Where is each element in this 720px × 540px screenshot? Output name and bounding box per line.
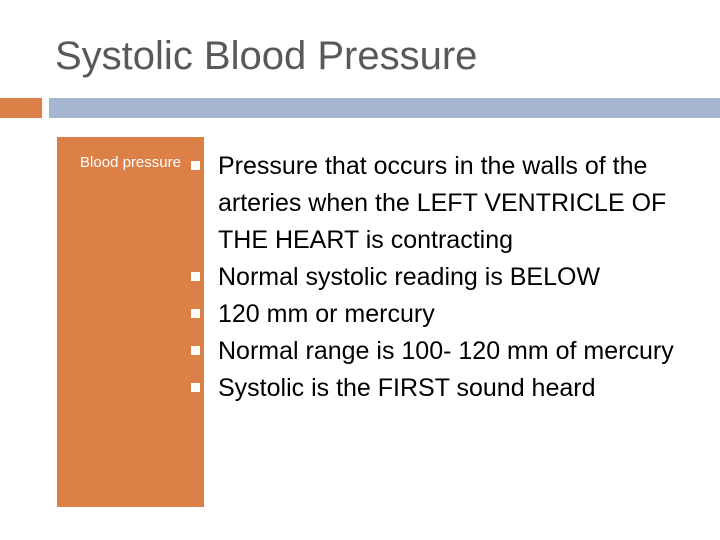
bullet-text: Pressure that occurs in the walls of the arteries when the LEFT VENTRICLE OF THE HEART is contracting bbox=[218, 152, 667, 254]
bullet-text: Normal range is 100- 120 mm of mercury bbox=[218, 337, 674, 365]
bullet-item bbox=[190, 148, 690, 259]
side-label: Blood pressure bbox=[80, 154, 181, 171]
bullet-text: 120 mm or mercury bbox=[218, 300, 435, 328]
bullet-item bbox=[190, 370, 690, 407]
square-bullet-icon bbox=[190, 382, 201, 393]
square-bullet-icon bbox=[190, 308, 201, 319]
bullet-text: Normal systolic reading is BELOW bbox=[218, 263, 601, 291]
header-bar bbox=[49, 98, 720, 118]
bullet-item bbox=[190, 296, 690, 333]
side-panel bbox=[57, 137, 204, 507]
square-bullet-icon bbox=[190, 345, 201, 356]
slide-title: Systolic Blood Pressure bbox=[55, 34, 478, 78]
accent-bar bbox=[0, 98, 42, 118]
bullet-text: Systolic is the FIRST sound heard bbox=[218, 374, 596, 402]
bullet-item bbox=[190, 333, 690, 370]
square-bullet-icon bbox=[190, 271, 201, 282]
square-bullet-icon bbox=[190, 160, 201, 171]
bullet-list bbox=[190, 148, 690, 407]
bullet-item bbox=[190, 259, 690, 296]
